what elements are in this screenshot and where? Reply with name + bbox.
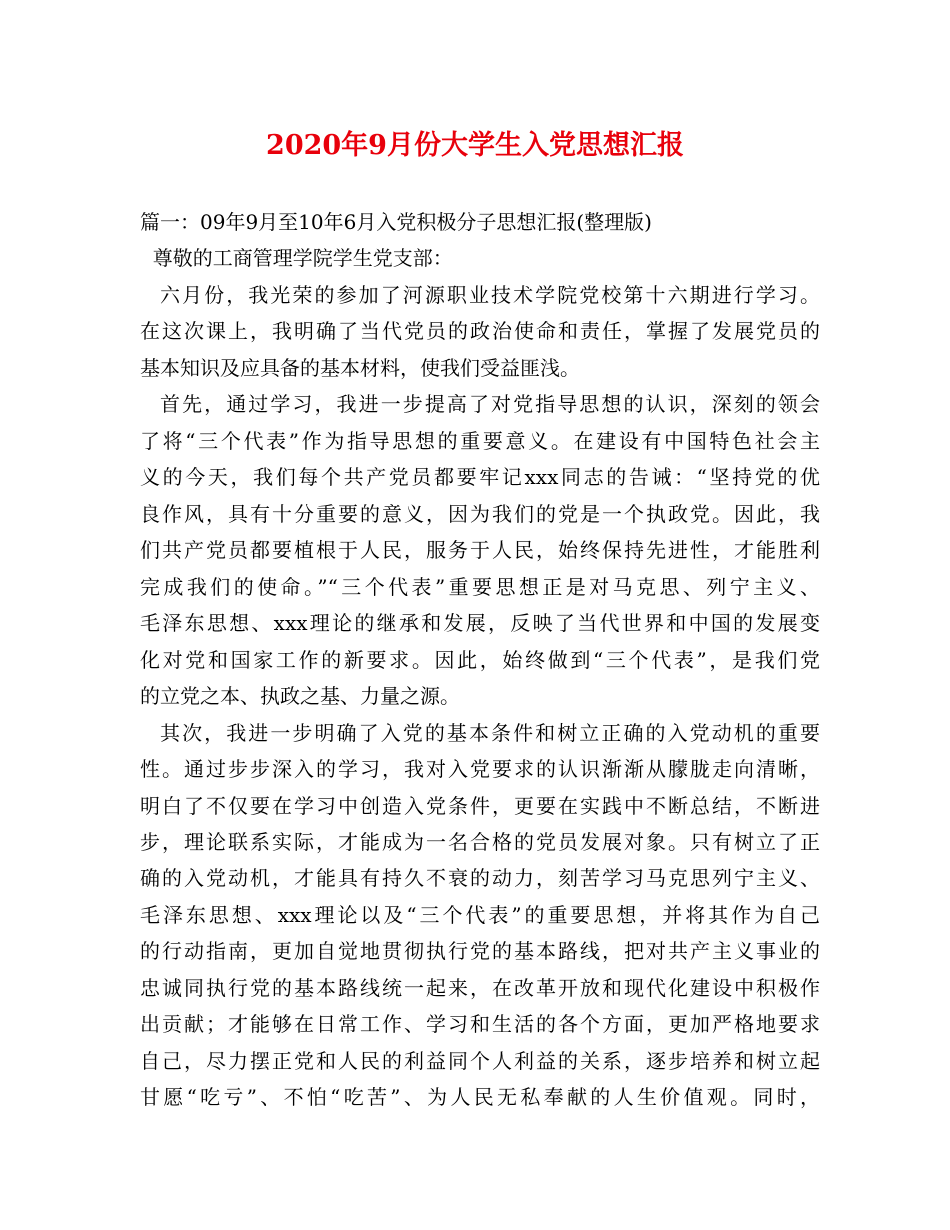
body-line: 篇一：09年9月至10年6月入党积极分子思想汇报(整理版): [140, 210, 652, 234]
body-line: 自己，尽力摆正党和人民的利益同个人利益的关系，逐步培养和树立起: [140, 1048, 820, 1073]
body-line: 明白了不仅要在学习中创造入党条件，更要在实践中不断总结，不断进: [140, 793, 820, 818]
body-line: 尊敬的工商管理学院学生党支部：: [140, 246, 453, 271]
body-line: 确的入党动机，才能具有持久不衰的动力，刻苦学习马克思列宁主义、: [140, 866, 820, 891]
body-line: 性。通过步步深入的学习，我对入党要求的认识渐渐从朦胧走向清晰，: [140, 757, 820, 782]
body-line: 忠诚同执行党的基本路线统一起来，在改革开放和现代化建设中积极作: [140, 975, 820, 1000]
body-line: 甘愿“吃亏”、不怕“吃苦”、为人民无私奉献的人生价值观。同时，: [140, 1085, 820, 1110]
body-line: 在这次课上，我明确了当代党员的政治使命和责任，掌握了发展党员的: [140, 319, 820, 344]
body-line: 步，理论联系实际，才能成为一名合格的党员发展对象。只有树立了正: [140, 829, 820, 854]
body-line: 首先，通过学习，我进一步提高了对党指导思想的认识，深刻的领会: [160, 392, 820, 417]
body-line: 毛泽东思想、xxx理论以及“三个代表”的重要思想，并将其作为自己: [140, 902, 820, 927]
body-line: 们共产党员都要植根于人民，服务于人民，始终保持先进性，才能胜利: [140, 538, 820, 563]
body-line: 基本知识及应具备的基本材料，使我们受益匪浅。: [140, 355, 580, 380]
document-title: 2020年9月份大学生入党思想汇报: [266, 130, 684, 161]
body-line: 化对党和国家工作的新要求。因此，始终做到“三个代表”，是我们党: [140, 647, 820, 672]
body-line: 毛泽东思想、xxx理论的继承和发展，反映了当代世界和中国的发展变: [140, 611, 820, 636]
body-line: 义的今天，我们每个共产党员都要牢记xxx同志的告诫：“坚持党的优: [140, 465, 820, 490]
document-body: [140, 204, 820, 1116]
body-line: 的立党之本、执政之基、力量之源。: [140, 684, 460, 709]
body-line: 六月份，我光荣的参加了河源职业技术学院党校第十六期进行学习。: [160, 282, 820, 307]
body-line: 出贡献；才能够在日常工作、学习和生活的各个方面，更加严格地要求: [140, 1012, 820, 1037]
body-line: 其次，我进一步明确了入党的基本条件和树立正确的入党动机的重要: [160, 720, 820, 745]
body-line: 的行动指南，更加自觉地贯彻执行党的基本路线，把对共产主义事业的: [140, 939, 820, 964]
body-line: 良作风，具有十分重要的意义，因为我们的党是一个执政党。因此，我: [140, 501, 820, 526]
body-line: 完成我们的使命。”“三个代表”重要思想正是对马克思、列宁主义、: [140, 574, 820, 599]
body-line: 了将“三个代表”作为指导思想的重要意义。在建设有中国特色社会主: [140, 428, 820, 453]
